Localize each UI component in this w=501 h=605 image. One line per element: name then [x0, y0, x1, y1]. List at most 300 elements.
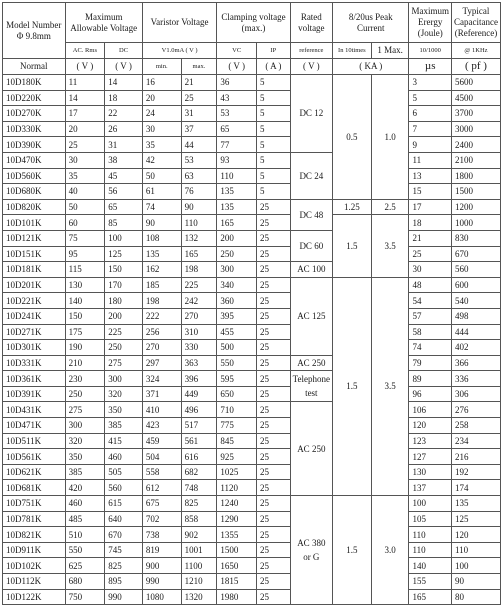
unit-rated-volts: ( V ) [290, 59, 332, 75]
header-ratio: 10/1000 [409, 43, 452, 59]
ac-rms: 385 [65, 464, 105, 480]
model-number: 10D681K [3, 480, 66, 496]
model-number: 10D391K [3, 386, 66, 402]
header-v1ma: V1.0mA ( V ) [142, 43, 216, 59]
model-number: 10D751K [3, 496, 66, 512]
peak-current-10-times: 1.5 [333, 277, 372, 495]
clamping-ip: 5 [257, 152, 291, 168]
typical-capacitance: 3000 [451, 121, 500, 137]
clamping-vc: 1650 [217, 558, 257, 574]
typical-capacitance: 258 [451, 418, 500, 434]
clamping-ip: 25 [257, 433, 291, 449]
dc-voltage: 150 [105, 262, 143, 278]
table-row [3, 262, 501, 278]
model-number: 10D471K [3, 418, 66, 434]
varistor-min: 90 [142, 215, 181, 231]
varistor-max: 25 [181, 90, 217, 106]
header-reference: reference [290, 43, 332, 59]
dc-voltage: 350 [105, 402, 143, 418]
ac-rms: 680 [65, 574, 105, 590]
max-energy: 21 [409, 230, 452, 246]
clamping-vc: 1290 [217, 511, 257, 527]
typical-capacitance: 306 [451, 386, 500, 402]
varistor-min: 900 [142, 558, 181, 574]
model-number: 10D241K [3, 308, 66, 324]
max-energy: 6 [409, 106, 452, 122]
varistor-max: 330 [181, 340, 217, 356]
ac-rms: 14 [65, 90, 105, 106]
header-max-energy: Maximum Erergy (Joule) [409, 3, 452, 43]
max-energy: 5 [409, 90, 452, 106]
varistor-min: 222 [142, 308, 181, 324]
table-row [3, 433, 501, 449]
varistor-max: 363 [181, 355, 217, 371]
varistor-max: 44 [181, 137, 217, 153]
peak-current-1-time: 3.5 [371, 277, 409, 495]
dc-voltage: 300 [105, 371, 143, 387]
clamping-ip: 5 [257, 75, 291, 91]
typical-capacitance: 110 [451, 542, 500, 558]
table-row [3, 324, 501, 340]
clamping-vc: 1500 [217, 542, 257, 558]
dc-voltage: 460 [105, 449, 143, 465]
varistor-min: 185 [142, 277, 181, 293]
clamping-ip: 25 [257, 308, 291, 324]
dc-voltage: 18 [105, 90, 143, 106]
varistor-max: 242 [181, 293, 217, 309]
varistor-min: 324 [142, 371, 181, 387]
typical-capacitance: 366 [451, 355, 500, 371]
clamping-vc: 1980 [217, 589, 257, 605]
typical-capacitance: 174 [451, 480, 500, 496]
dc-voltage: 45 [105, 168, 143, 184]
model-number: 10D390K [3, 137, 66, 153]
clamping-ip: 25 [257, 496, 291, 512]
clamping-ip: 25 [257, 355, 291, 371]
varistor-max: 1100 [181, 558, 217, 574]
dc-voltage: 26 [105, 121, 143, 137]
ac-rms: 50 [65, 199, 105, 215]
typical-capacitance: 444 [451, 324, 500, 340]
max-energy: 17 [409, 199, 452, 215]
table-row [3, 277, 501, 293]
table-row [3, 230, 501, 246]
clamping-vc: 500 [217, 340, 257, 356]
table-row [3, 574, 501, 590]
table-row [3, 106, 501, 122]
unit-ac-volts: ( V ) [65, 59, 105, 75]
varistor-max: 825 [181, 496, 217, 512]
clamping-ip: 25 [257, 386, 291, 402]
clamping-vc: 395 [217, 308, 257, 324]
clamping-ip: 25 [257, 293, 291, 309]
table-row [3, 293, 501, 309]
header-one-time: In 10times [333, 43, 372, 59]
varistor-min: 410 [142, 402, 181, 418]
clamping-vc: 36 [217, 75, 257, 91]
model-number: 10D560K [3, 168, 66, 184]
dc-voltage: 31 [105, 137, 143, 153]
typical-capacitance: 336 [451, 371, 500, 387]
peak-current-10-times: 1.25 [333, 199, 372, 215]
clamping-vc: 1815 [217, 574, 257, 590]
typical-capacitance: 830 [451, 230, 500, 246]
ac-rms: 420 [65, 480, 105, 496]
typical-capacitance: 2400 [451, 137, 500, 153]
varistor-max: 90 [181, 199, 217, 215]
unit-kiloamps: ( KA ) [333, 59, 409, 75]
clamping-ip: 25 [257, 371, 291, 387]
rated-voltage: AC 100 [290, 262, 332, 278]
ac-rms: 75 [65, 230, 105, 246]
model-number: 10D220K [3, 90, 66, 106]
table-row [3, 215, 501, 231]
max-energy: 110 [409, 527, 452, 543]
varistor-max: 1210 [181, 574, 217, 590]
ac-rms: 350 [65, 449, 105, 465]
typical-capacitance: 4500 [451, 90, 500, 106]
typical-capacitance: 234 [451, 433, 500, 449]
max-energy: 165 [409, 589, 452, 605]
header-model: Model Number Φ 9.8mm [3, 3, 66, 59]
header-typical-capacitance: Typical Capacitance (Reference) [451, 3, 500, 43]
varistor-min: 297 [142, 355, 181, 371]
max-energy: 100 [409, 496, 452, 512]
ac-rms: 25 [65, 137, 105, 153]
max-energy: 137 [409, 480, 452, 496]
typical-capacitance: 600 [451, 277, 500, 293]
model-number: 10D112K [3, 574, 66, 590]
table-row [3, 496, 501, 512]
model-number: 10D470K [3, 152, 66, 168]
varistor-max: 616 [181, 449, 217, 465]
typical-capacitance: 216 [451, 449, 500, 465]
typical-capacitance: 560 [451, 262, 500, 278]
max-energy: 120 [409, 418, 452, 434]
clamping-vc: 250 [217, 246, 257, 262]
ac-rms: 485 [65, 511, 105, 527]
max-energy: 13 [409, 168, 452, 184]
peak-current-1-time: 3.5 [371, 215, 409, 277]
table-row [3, 137, 501, 153]
clamping-vc: 650 [217, 386, 257, 402]
ac-rms: 750 [65, 589, 105, 605]
model-number: 10D361K [3, 371, 66, 387]
ac-rms: 140 [65, 293, 105, 309]
table-row [3, 511, 501, 527]
typical-capacitance: 80 [451, 589, 500, 605]
table-row [3, 199, 501, 215]
unit-microseconds: µs [409, 59, 452, 75]
dc-voltage: 225 [105, 324, 143, 340]
typical-capacitance: 402 [451, 340, 500, 356]
max-energy: 9 [409, 137, 452, 153]
max-energy: 79 [409, 355, 452, 371]
table-row [3, 152, 501, 168]
rated-voltage: DC 60 [290, 230, 332, 261]
varistor-max: 396 [181, 371, 217, 387]
max-energy: 11 [409, 152, 452, 168]
table-row [3, 355, 501, 371]
ac-rms: 175 [65, 324, 105, 340]
varistor-max: 110 [181, 215, 217, 231]
varistor-min: 256 [142, 324, 181, 340]
clamping-ip: 25 [257, 480, 291, 496]
table-row [3, 418, 501, 434]
peak-current-1-time: 1.0 [371, 75, 409, 200]
varistor-min: 135 [142, 246, 181, 262]
max-energy: 89 [409, 371, 452, 387]
rated-voltage: Telephone test [290, 371, 332, 402]
clamping-vc: 1240 [217, 496, 257, 512]
max-energy: 18 [409, 215, 452, 231]
varistor-max: 165 [181, 246, 217, 262]
varistor-min: 270 [142, 340, 181, 356]
max-energy: 127 [409, 449, 452, 465]
dc-voltage: 100 [105, 230, 143, 246]
varistor-max: 748 [181, 480, 217, 496]
typical-capacitance: 100 [451, 558, 500, 574]
clamping-ip: 25 [257, 418, 291, 434]
clamping-ip: 25 [257, 464, 291, 480]
peak-current-10-times: 1.5 [333, 496, 372, 605]
clamping-vc: 455 [217, 324, 257, 340]
table-row [3, 308, 501, 324]
table-row [3, 371, 501, 387]
rated-voltage: AC 250 [290, 402, 332, 496]
header-varistor-voltage: Varistor Voltage [142, 3, 216, 43]
ac-rms: 130 [65, 277, 105, 293]
clamping-ip: 25 [257, 215, 291, 231]
clamping-vc: 93 [217, 152, 257, 168]
model-number: 10D331K [3, 355, 66, 371]
table-row [3, 589, 501, 605]
max-energy: 30 [409, 262, 452, 278]
table-row [3, 340, 501, 356]
model-number: 10D621K [3, 464, 66, 480]
rated-voltage: DC 12 [290, 75, 332, 153]
table-row [3, 184, 501, 200]
clamping-ip: 25 [257, 246, 291, 262]
dc-voltage: 745 [105, 542, 143, 558]
varistor-min: 20 [142, 90, 181, 106]
model-number: 10D301K [3, 340, 66, 356]
max-energy: 15 [409, 184, 452, 200]
dc-voltage: 14 [105, 75, 143, 91]
max-energy: 130 [409, 464, 452, 480]
varistor-max: 270 [181, 308, 217, 324]
varistor-min: 162 [142, 262, 181, 278]
dc-voltage: 670 [105, 527, 143, 543]
varistor-spec-table [2, 2, 501, 605]
ac-rms: 510 [65, 527, 105, 543]
table-body [3, 75, 501, 605]
clamping-ip: 5 [257, 184, 291, 200]
dc-voltage: 250 [105, 340, 143, 356]
clamping-ip: 25 [257, 262, 291, 278]
header-rated-voltage: Rated voltage [290, 3, 332, 43]
dc-voltage: 895 [105, 574, 143, 590]
clamping-ip: 25 [257, 589, 291, 605]
table-row [3, 402, 501, 418]
model-number: 10D271K [3, 324, 66, 340]
clamping-ip: 5 [257, 106, 291, 122]
dc-voltage: 170 [105, 277, 143, 293]
model-number: 10D121K [3, 230, 66, 246]
clamping-vc: 925 [217, 449, 257, 465]
header-peak-current: 8/20us Peak Current [333, 3, 409, 43]
max-energy: 57 [409, 308, 452, 324]
ac-rms: 460 [65, 496, 105, 512]
clamping-vc: 360 [217, 293, 257, 309]
varistor-max: 63 [181, 168, 217, 184]
varistor-min: 16 [142, 75, 181, 91]
clamping-vc: 135 [217, 199, 257, 215]
model-number: 10D781K [3, 511, 66, 527]
header-one-max: 1 Max. [371, 43, 409, 59]
varistor-min: 198 [142, 293, 181, 309]
typical-capacitance: 540 [451, 293, 500, 309]
peak-current-10-times: 1.5 [333, 215, 372, 277]
max-energy: 140 [409, 558, 452, 574]
table-row [3, 464, 501, 480]
typical-capacitance: 120 [451, 527, 500, 543]
ac-rms: 20 [65, 121, 105, 137]
model-number: 10D201K [3, 277, 66, 293]
varistor-min: 738 [142, 527, 181, 543]
clamping-ip: 25 [257, 527, 291, 543]
ac-rms: 300 [65, 418, 105, 434]
varistor-max: 858 [181, 511, 217, 527]
clamping-ip: 25 [257, 542, 291, 558]
model-number: 10D101K [3, 215, 66, 231]
unit-ip-amps: ( A ) [257, 59, 291, 75]
dc-voltage: 990 [105, 589, 143, 605]
clamping-ip: 25 [257, 574, 291, 590]
dc-voltage: 65 [105, 199, 143, 215]
clamping-vc: 110 [217, 168, 257, 184]
header-ip: IP [257, 43, 291, 59]
clamping-vc: 595 [217, 371, 257, 387]
varistor-min: 558 [142, 464, 181, 480]
clamping-vc: 845 [217, 433, 257, 449]
typical-capacitance: 1000 [451, 215, 500, 231]
model-number: 10D102K [3, 558, 66, 574]
dc-voltage: 38 [105, 152, 143, 168]
max-energy: 155 [409, 574, 452, 590]
dc-voltage: 180 [105, 293, 143, 309]
varistor-max: 31 [181, 106, 217, 122]
clamping-vc: 1355 [217, 527, 257, 543]
clamping-ip: 5 [257, 137, 291, 153]
clamping-vc: 710 [217, 402, 257, 418]
rated-voltage: AC 250 [290, 355, 332, 371]
varistor-min: 675 [142, 496, 181, 512]
unit-vc-volts: ( V ) [217, 59, 257, 75]
typical-capacitance: 125 [451, 511, 500, 527]
dc-voltage: 56 [105, 184, 143, 200]
ac-rms: 95 [65, 246, 105, 262]
unit-picofarads: ( pf ) [451, 59, 500, 75]
max-energy: 58 [409, 324, 452, 340]
varistor-max: 53 [181, 152, 217, 168]
rated-voltage: AC 125 [290, 277, 332, 355]
header-frequency: @ 1KHz [451, 43, 500, 59]
unit-dc-volts: ( V ) [105, 59, 143, 75]
clamping-ip: 25 [257, 340, 291, 356]
clamping-vc: 1025 [217, 464, 257, 480]
varistor-max: 682 [181, 464, 217, 480]
varistor-min: 819 [142, 542, 181, 558]
model-number: 10D221K [3, 293, 66, 309]
model-number: 10D431K [3, 402, 66, 418]
model-number: 10D911K [3, 542, 66, 558]
varistor-max: 1320 [181, 589, 217, 605]
clamping-ip: 25 [257, 277, 291, 293]
ac-rms: 40 [65, 184, 105, 200]
dc-voltage: 560 [105, 480, 143, 496]
varistor-max: 310 [181, 324, 217, 340]
typical-capacitance: 5600 [451, 75, 500, 91]
clamping-ip: 25 [257, 324, 291, 340]
varistor-min: 423 [142, 418, 181, 434]
max-energy: 105 [409, 511, 452, 527]
model-number: 10D680K [3, 184, 66, 200]
header-min: min. [142, 59, 181, 75]
varistor-max: 21 [181, 75, 217, 91]
model-number: 10D180K [3, 75, 66, 91]
ac-rms: 30 [65, 152, 105, 168]
header-clamping-voltage: Clamping voltage (max.) [217, 3, 290, 43]
ac-rms: 320 [65, 433, 105, 449]
typical-capacitance: 3700 [451, 106, 500, 122]
typical-capacitance: 90 [451, 574, 500, 590]
peak-current-1-time: 3.0 [371, 496, 409, 605]
header-ac-rms: AC. Rms [65, 43, 105, 59]
dc-voltage: 615 [105, 496, 143, 512]
table-row [3, 168, 501, 184]
header-max: max. [181, 59, 217, 75]
typical-capacitance: 135 [451, 496, 500, 512]
clamping-vc: 200 [217, 230, 257, 246]
clamping-vc: 43 [217, 90, 257, 106]
varistor-max: 496 [181, 402, 217, 418]
max-energy: 48 [409, 277, 452, 293]
max-energy: 74 [409, 340, 452, 356]
max-energy: 96 [409, 386, 452, 402]
table-row [3, 121, 501, 137]
ac-rms: 210 [65, 355, 105, 371]
rated-voltage: AC 380 or G [290, 496, 332, 605]
clamping-ip: 5 [257, 168, 291, 184]
varistor-min: 35 [142, 137, 181, 153]
typical-capacitance: 1500 [451, 184, 500, 200]
typical-capacitance: 670 [451, 246, 500, 262]
varistor-max: 561 [181, 433, 217, 449]
model-number: 10D821K [3, 527, 66, 543]
max-energy: 7 [409, 121, 452, 137]
clamping-ip: 25 [257, 199, 291, 215]
varistor-max: 132 [181, 230, 217, 246]
ac-rms: 115 [65, 262, 105, 278]
varistor-min: 108 [142, 230, 181, 246]
varistor-max: 76 [181, 184, 217, 200]
varistor-min: 50 [142, 168, 181, 184]
model-number: 10D151K [3, 246, 66, 262]
dc-voltage: 85 [105, 215, 143, 231]
ac-rms: 11 [65, 75, 105, 91]
ac-rms: 190 [65, 340, 105, 356]
